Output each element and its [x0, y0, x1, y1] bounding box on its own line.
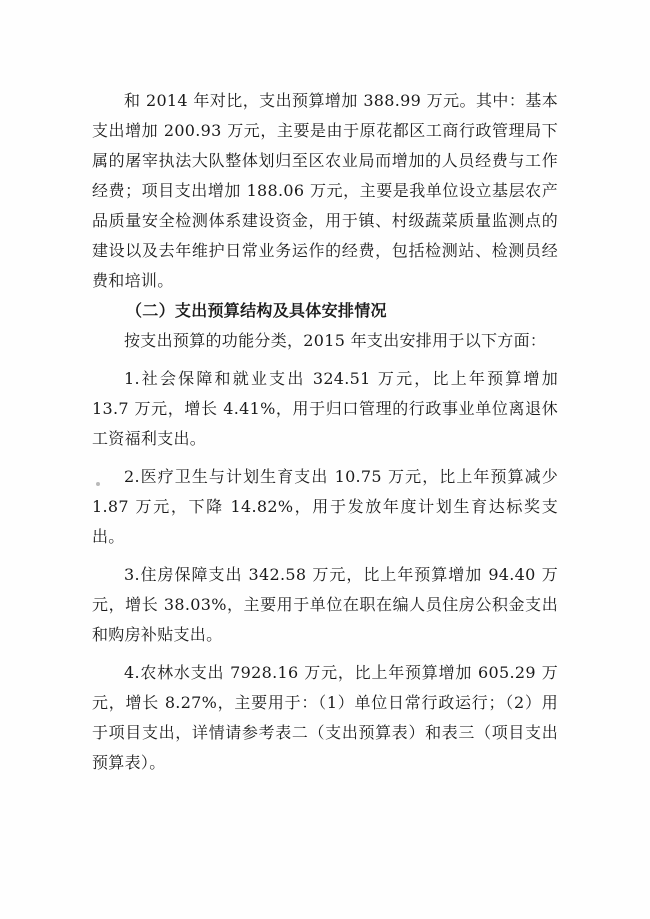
paragraph-item-social-security: 1.社会保障和就业支出 324.51 万元，比上年预算增加 13.7 万元，增长 4.41%，用于归口管理的行政事业单位离退休工资福利支出。 — [92, 369, 558, 448]
paragraph-budget-comparison: 和 2014 年对比，支出预算增加 388.99 万元。其中：基本支出增加 200.93 万元，主要是由于原花都区工商行政管理局下属的屠宰执法大队整体划归至区农业局而增加的人员经费与工作经费；项目支出增加 188.06 万元，主要是我单位设立基层农产品质量安全检测体系建设资金，用于镇、村级蔬菜质量监测点的建设以及去年维护日常业务运作的经费，包括检测站、检测员经费和培训。 — [92, 91, 558, 290]
paragraph-item-health: 2.医疗卫生与计划生育支出 10.75 万元，比上年预算减少 1.87 万元，下降 14.82%，用于发放年度计划生育达标奖支出。 — [92, 467, 558, 546]
section-heading-expenditure-structure: （二）支出预算结构及具体安排情况 — [126, 301, 387, 320]
scan-speck — [96, 482, 100, 486]
paragraph-functional-classification: 按支出预算的功能分类，2015 年支出安排用于以下方面： — [124, 331, 547, 350]
document-body — [92, 86, 558, 778]
paragraph-item-housing: 3.住房保障支出 342.58 万元，比上年预算增加 94.40 万元，增长 38.03%，主要用于单位在职在编人员住房公积金支出和购房补贴支出。 — [92, 565, 558, 644]
paragraph-item-agriculture: 4.农林水支出 7928.16 万元，比上年预算增加 605.29 万元，增长 8.27%，主要用于：（1）单位日常行政运行；（2）用于项目支出，详情请参考表二（支出预算表）和表三（项目支出预算表）。 — [92, 663, 558, 772]
